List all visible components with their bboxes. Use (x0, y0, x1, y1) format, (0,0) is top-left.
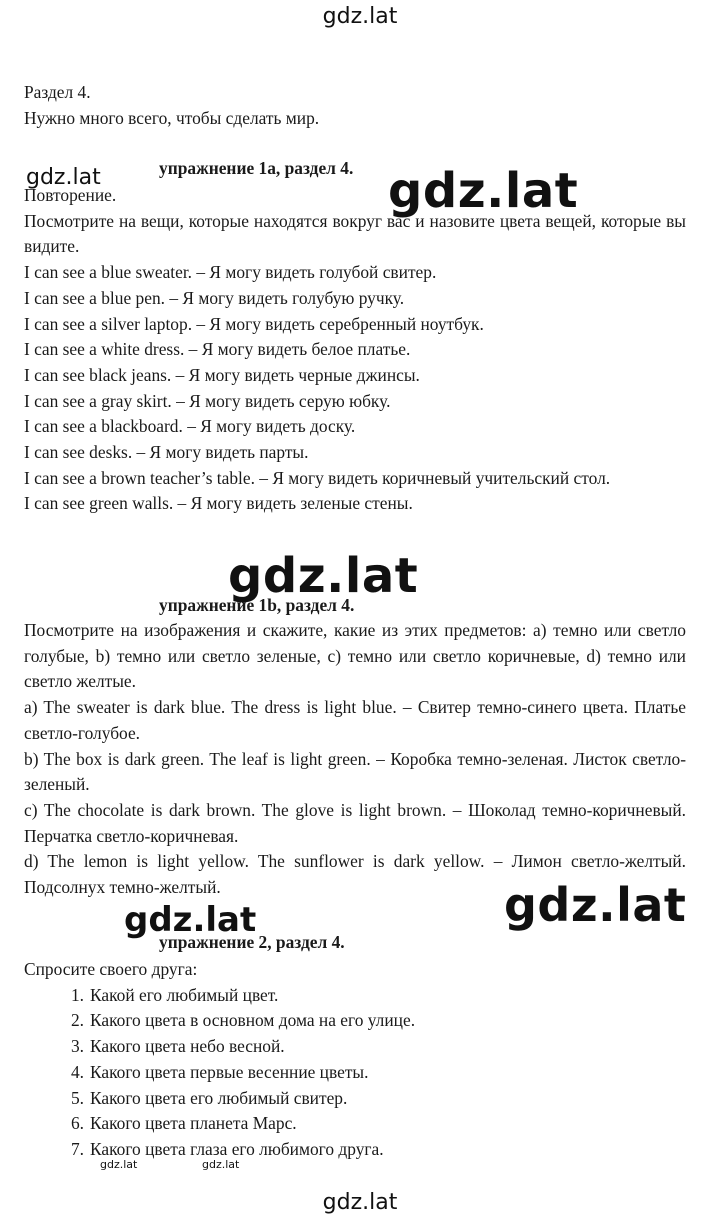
exercise-1a-line: I can see a blue sweater. – Я могу видеть голубой свитер. (24, 262, 437, 283)
exercise-1b-line: a) The sweater is dark blue. The dress is light blue. – Свитер темно-синего цвета. Платье светло-голубое. (24, 697, 686, 743)
watermark-large: gdz.lat (388, 163, 579, 219)
list-number: 7. (70, 1138, 84, 1159)
section-subtitle: Нужно много всего, чтобы сделать мир. (24, 107, 320, 128)
list-item (24, 983, 686, 1009)
watermark-tiny: gdz.lat (100, 1158, 138, 1171)
exercise-1a-line: I can see a white dress. – Я могу видеть белое платье. (24, 339, 411, 360)
exercise-2-intro: Спросите своего друга: (24, 959, 198, 979)
exercise-1b-heading: упражнение 1b, раздел 4. (159, 595, 355, 615)
watermark-large: gdz.lat (228, 548, 419, 604)
exercise-2-body (24, 957, 686, 1163)
exercise-1a-line: Повторение. (24, 185, 117, 205)
list-item (24, 1111, 686, 1137)
exercise-1a-heading: упражнение 1a, раздел 4. (159, 158, 354, 178)
exercise-1a-body (24, 183, 686, 517)
list-text: Какого цвета небо весной. (90, 1036, 285, 1057)
section-title: Раздел 4. (24, 82, 91, 102)
exercise-1b-line: b) The box is dark green. The leaf is light green. – Коробка темно-зеленая. Листок светло-зеленый. (24, 748, 686, 795)
list-item (24, 1060, 686, 1086)
list-number: 3. (70, 1036, 84, 1057)
list-text: Какого цвета в основном дома на его улице. (90, 1010, 416, 1031)
exercise-1a-line: I can see green walls. – Я могу видеть зеленые стены. (24, 493, 413, 514)
exercise-1b-body (24, 618, 686, 901)
list-number: 2. (70, 1010, 84, 1031)
list-text: Какого цвета первые весенние цветы. (90, 1061, 369, 1082)
exercise-1a-line: I can see a blue pen. – Я могу видеть голубую ручку. (24, 287, 405, 308)
watermark-small: gdz.lat (26, 165, 101, 190)
exercise-1b-line: Посмотрите на изображения и скажите, какие из этих предметов: a) темно или светло голубые, b) темно или светло зеленые, c) темно или светло коричневые, d) темно или светло желтые. (24, 620, 686, 692)
list-number: 4. (70, 1061, 84, 1082)
exercise-1a-line: I can see a gray skirt. – Я могу видеть серую юбку. (24, 390, 391, 411)
exercise-1a-line: I can see desks. – Я могу видеть парты. (24, 442, 309, 463)
exercise-1a-line: I can see black jeans. – Я могу видеть черные джинсы. (24, 364, 420, 385)
list-text: Какого цвета его любимый свитер. (90, 1087, 348, 1108)
list-text: Какого цвета глаза его любимого друга. (90, 1138, 384, 1159)
list-item (24, 1086, 686, 1112)
list-item (24, 1034, 686, 1060)
watermark-top: gdz.lat (322, 4, 398, 29)
list-number: 5. (70, 1087, 84, 1108)
list-text: Какой его любимый цвет. (90, 984, 279, 1005)
exercise-1b-line: d) The lemon is light yellow. The sunflower is dark yellow. – Лимон светло-желтый. Подсолнух темно-желтый. (24, 851, 686, 898)
exercise-1a-line: Посмотрите на вещи, которые находятся вокруг вас и назовите цвета вещей, которые вы видите. (24, 210, 686, 257)
exercise-2-heading: упражнение 2, раздел 4. (159, 932, 345, 952)
list-number: 6. (70, 1113, 84, 1134)
watermark-large: gdz.lat (504, 878, 687, 932)
list-item (24, 1008, 686, 1034)
question-list (24, 983, 686, 1163)
list-text: Какого цвета планета Марс. (90, 1113, 297, 1134)
intro-block (24, 80, 686, 131)
exercise-1a-line: I can see a brown teacher’s table. – Я могу видеть коричневый учительский стол. (24, 467, 611, 488)
watermark-tiny: gdz.lat (202, 1158, 240, 1171)
exercise-1a-line: I can see a silver laptop. – Я могу видеть серебренный ноутбук. (24, 313, 484, 334)
exercise-1b-line: c) The chocolate is dark brown. The glove is light brown. – Шоколад темно-коричневый. Перчатка светло-коричневая. (24, 799, 686, 846)
exercise-1a-line: I can see a blackboard. – Я могу видеть доску. (24, 416, 356, 437)
watermark-bottom: gdz.lat (322, 1190, 398, 1215)
list-number: 1. (70, 984, 84, 1005)
watermark-medium: gdz.lat (124, 900, 257, 940)
